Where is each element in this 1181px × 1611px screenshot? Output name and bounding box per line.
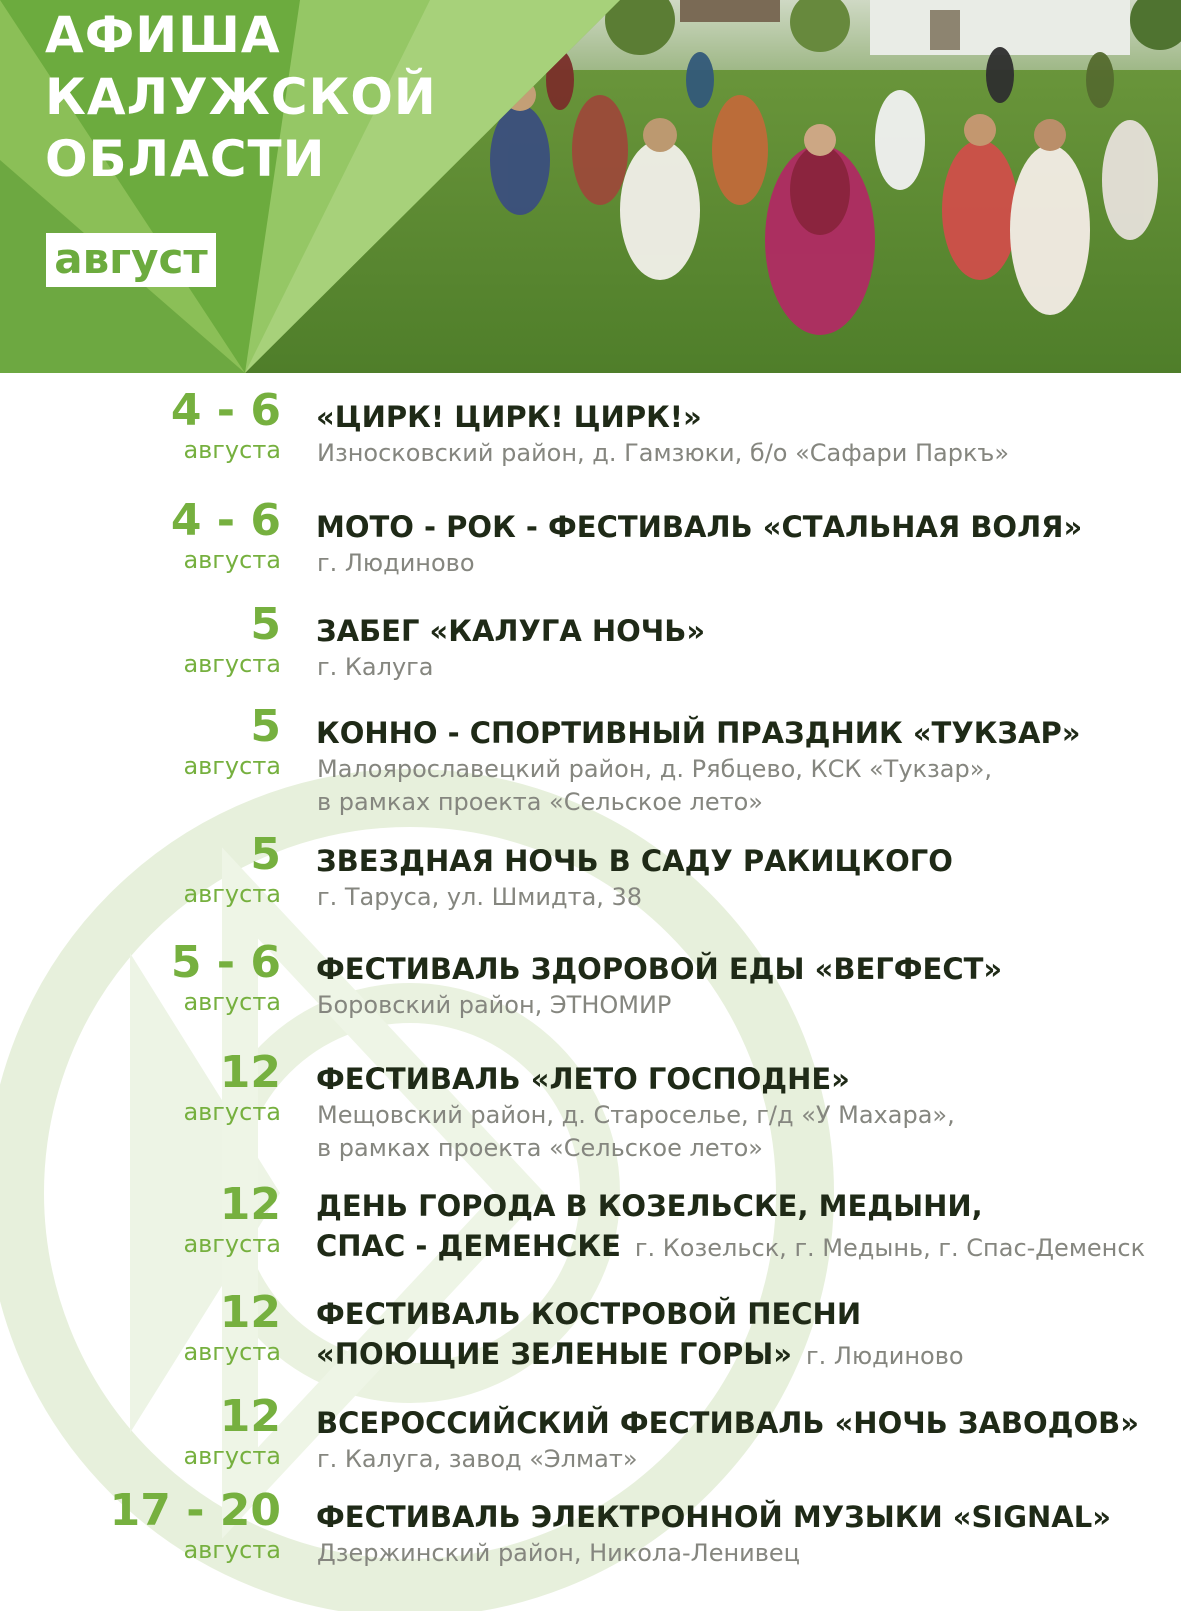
event-location: Износковский район, д. Гамзюки, б/о «Сафари Паркъ» — [317, 439, 1010, 467]
event-date: 12 — [219, 1047, 281, 1098]
event-title-line-2 — [316, 1334, 964, 1376]
event-location: г. Калуга — [317, 653, 434, 681]
title-line-2: КАЛУЖСКОЙ — [45, 68, 437, 126]
event-title-line-2-text: «ПОЮЩИЕ ЗЕЛЕНЫЕ ГОРЫ» — [316, 1337, 793, 1371]
event-date: 4 - 6 — [170, 495, 281, 546]
event-title — [316, 1186, 1145, 1268]
event-location: г. Людиново — [317, 549, 475, 577]
event-title: ФЕСТИВАЛЬ ЗДОРОВОЙ ЕДЫ «ВЕГФЕСТ» — [316, 952, 1003, 986]
event-location: г. Калуга, завод «Элмат» — [317, 1445, 638, 1473]
event-month: августа — [183, 650, 281, 678]
event-title: ЗВЕЗДНАЯ НОЧЬ В САДУ РАКИЦКОГО — [316, 844, 953, 878]
event-title: ФЕСТИВАЛЬ ЭЛЕКТРОННОЙ МУЗЫКИ «SIGNAL» — [316, 1500, 1111, 1534]
title-line-3: ОБЛАСТИ — [45, 130, 326, 188]
title-line-1: АФИША — [45, 6, 281, 64]
event-date: 4 - 6 — [170, 385, 281, 436]
event-location-line-1: Малоярославецкий район, д. Рябцево, КСК «Тукзар», — [317, 755, 993, 783]
event-month: августа — [183, 1230, 281, 1258]
event-location: г. Таруса, ул. Шмидта, 38 — [317, 883, 643, 911]
event-date: 17 - 20 — [109, 1485, 281, 1536]
event-title: «ЦИРК! ЦИРК! ЦИРК!» — [316, 400, 702, 434]
event-location: Боровский район, ЭТНОМИР — [317, 991, 672, 1019]
event-title-line-2-text: СПАС - ДЕМЕНСКЕ — [316, 1229, 621, 1263]
event-title: ВСЕРОССИЙСКИЙ ФЕСТИВАЛЬ «НОЧЬ ЗАВОДОВ» — [316, 1406, 1139, 1440]
event-month: августа — [183, 436, 281, 464]
event-title — [316, 1294, 964, 1376]
event-title: ФЕСТИВАЛЬ «ЛЕТО ГОСПОДНЕ» — [316, 1062, 850, 1096]
event-date: 5 — [250, 701, 281, 752]
event-month: августа — [183, 988, 281, 1016]
event-date: 5 - 6 — [170, 937, 281, 988]
event-location: г. Козельск, г. Медынь, г. Спас-Деменск — [634, 1234, 1146, 1262]
event-title-line-1: ФЕСТИВАЛЬ КОСТРОВОЙ ПЕСНИ — [316, 1297, 862, 1331]
event-date: 12 — [219, 1391, 281, 1442]
event-title: МОТО - РОК - ФЕСТИВАЛЬ «СТАЛЬНАЯ ВОЛЯ» — [316, 510, 1083, 544]
event-date: 5 — [250, 599, 281, 650]
event-month: августа — [183, 752, 281, 780]
event-location — [317, 1099, 955, 1165]
month-badge: август — [46, 233, 216, 287]
page-title — [45, 4, 437, 190]
header-banner — [0, 0, 1181, 373]
event-title-line-1: ДЕНЬ ГОРОДА В КОЗЕЛЬСКЕ, МЕДЫНИ, — [316, 1189, 983, 1223]
event-date: 12 — [219, 1287, 281, 1338]
event-month: августа — [183, 1536, 281, 1564]
event-month: августа — [183, 1098, 281, 1126]
event-location-line-1: Мещовский район, д. Староселье, г/д «У Махара», — [317, 1101, 955, 1129]
event-location: Дзержинский район, Никола-Ленивец — [317, 1539, 800, 1567]
event-location-line-2: в рамках проекта «Сельское лето» — [317, 788, 763, 816]
event-month: августа — [183, 1442, 281, 1470]
event-title: ЗАБЕГ «КАЛУГА НОЧЬ» — [316, 614, 706, 648]
events-list — [0, 373, 1181, 1611]
event-location: г. Людиново — [806, 1342, 964, 1370]
event-title: КОННО - СПОРТИВНЫЙ ПРАЗДНИК «ТУКЗАР» — [316, 716, 1081, 750]
event-month: августа — [183, 546, 281, 574]
event-title-line-2 — [316, 1226, 1145, 1268]
event-month: августа — [183, 880, 281, 908]
event-location — [317, 753, 992, 819]
event-month: августа — [183, 1338, 281, 1366]
event-location-line-2: в рамках проекта «Сельское лето» — [317, 1134, 763, 1162]
event-date: 12 — [219, 1179, 281, 1230]
event-date: 5 — [250, 829, 281, 880]
